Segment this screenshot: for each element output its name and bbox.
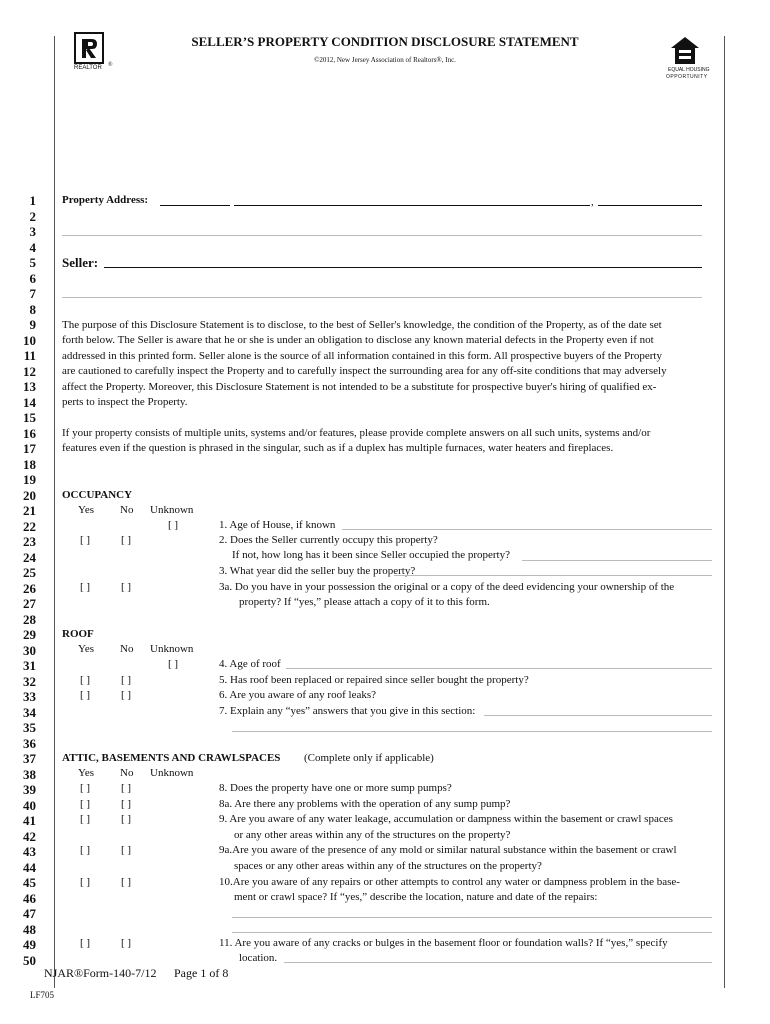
q3-label: 3. What year did the seller buy the property? — [219, 565, 416, 577]
line-number: 2 — [29, 209, 36, 224]
q10-answer-field[interactable] — [232, 917, 712, 918]
q1-label: 1. Age of House, if known — [219, 519, 336, 531]
footer-form-id: NJAR®Form-140-7/12 — [44, 966, 157, 980]
q9a-label: 9a.Are you aware of the presence of any mold or similar natural substance within the basement or crawl — [219, 844, 677, 856]
property-address-label: Property Address: — [62, 194, 149, 206]
q9-yes-checkbox[interactable]: [ ] — [80, 813, 91, 825]
q2b-label: If not, how long has it been since Seller occupied the property? — [232, 549, 510, 561]
q3a-label-cont: property? If “yes,” please attach a copy of it to this form. — [239, 596, 490, 608]
property-address-street-field[interactable] — [234, 205, 590, 206]
line-number: 13 — [23, 379, 36, 394]
line-number: 20 — [23, 488, 36, 503]
line-number: 47 — [23, 906, 36, 921]
intro-line: addressed in this printed form. Seller alone is the source of all information contained in this form. All prospective buyers of the Property — [62, 350, 662, 362]
line-number: 11 — [23, 348, 36, 363]
line-number: 28 — [23, 612, 36, 627]
q11-label-cont: location. — [239, 952, 278, 964]
intro-line: features even if the question is phrased in the singular, such as if a duplex has multiple furnaces, water heaters and fireplaces. — [62, 442, 614, 454]
realtor-logo-text: REALTOR — [74, 65, 102, 71]
line-number: 22 — [23, 519, 36, 534]
q9-no-checkbox[interactable]: [ ] — [121, 813, 132, 825]
line-number: 15 — [23, 410, 36, 425]
q6-yes-checkbox[interactable]: [ ] — [80, 689, 91, 701]
line-number: 9 — [29, 317, 36, 332]
yes-column-header: Yes — [78, 767, 95, 779]
q9-label-cont: or any other areas within any of the structures on the property? — [234, 829, 511, 841]
q8-yes-checkbox[interactable]: [ ] — [80, 782, 91, 794]
seller-name-line-2-field[interactable] — [62, 297, 702, 298]
property-address-number-field[interactable] — [160, 205, 230, 206]
q7-label: 7. Explain any “yes” answers that you give in this section: — [219, 705, 476, 717]
line-number: 7 — [29, 286, 36, 301]
intro-line: forth below. The Seller is aware that he or she is under an obligation to disclose any known material defects in the Property even if not — [62, 334, 654, 346]
q2-label: 2. Does the Seller currently occupy this property? — [219, 534, 438, 546]
line-number: 46 — [23, 891, 36, 906]
q3a-yes-checkbox[interactable]: [ ] — [80, 581, 91, 593]
q10-no-checkbox[interactable]: [ ] — [121, 876, 132, 888]
q10-label: 10.Are you aware of any repairs or other attempts to control any water or dampness problem in the base- — [219, 876, 680, 888]
q11-yes-checkbox[interactable]: [ ] — [80, 937, 91, 949]
q1-answer-field[interactable] — [342, 529, 712, 530]
line-number: 1 — [29, 193, 36, 208]
line-number: 34 — [23, 705, 36, 720]
yes-column-header: Yes — [78, 504, 95, 516]
no-column-header: No — [120, 643, 134, 655]
yes-column-header: Yes — [78, 643, 95, 655]
q6-label: 6. Are you aware of any roof leaks? — [219, 689, 376, 701]
q9a-no-checkbox[interactable]: [ ] — [121, 844, 132, 856]
q5-yes-checkbox[interactable]: [ ] — [80, 674, 91, 686]
q10-answer-field-2[interactable] — [232, 932, 712, 933]
line-number: 50 — [23, 953, 36, 968]
line-number: 40 — [23, 798, 36, 813]
unknown-column-header: Unknown — [150, 504, 194, 516]
line-number: 42 — [23, 829, 36, 844]
roof-heading: ROOF — [62, 628, 94, 640]
line-number: 43 — [23, 844, 36, 859]
line-number: 6 — [29, 271, 36, 286]
q8a-yes-checkbox[interactable]: [ ] — [80, 798, 91, 810]
line-number: 36 — [23, 736, 36, 751]
attic-heading: ATTIC, BASEMENTS AND CRAWLSPACES — [62, 752, 281, 764]
no-column-header: No — [120, 504, 134, 516]
occupancy-heading: OCCUPANCY — [62, 489, 133, 501]
q9a-yes-checkbox[interactable]: [ ] — [80, 844, 91, 856]
q10-yes-checkbox[interactable]: [ ] — [80, 876, 91, 888]
line-number: 45 — [23, 875, 36, 890]
line-number: 39 — [23, 782, 36, 797]
q11-no-checkbox[interactable]: [ ] — [121, 937, 132, 949]
footer-code: LF705 — [30, 990, 55, 1000]
line-number: 32 — [23, 674, 36, 689]
line-number: 10 — [23, 333, 36, 348]
line-number: 4 — [29, 240, 36, 255]
intro-line: are cautioned to carefully inspect the Property and to carefully inspect the surrounding area for any off-site conditions that may adversely — [62, 365, 667, 377]
line-number: 33 — [23, 689, 36, 704]
line-number: 38 — [23, 767, 36, 782]
line-number: 44 — [23, 860, 36, 875]
q3a-no-checkbox[interactable]: [ ] — [121, 581, 132, 593]
q11-label: 11. Are you aware of any cracks or bulges in the basement floor or foundation walls? If “yes,” specify — [219, 937, 668, 949]
line-number: 3 — [29, 224, 36, 239]
equal-housing-text-2: OPPORTUNITY — [666, 74, 708, 80]
line-number: 31 — [23, 658, 36, 673]
q5-no-checkbox[interactable]: [ ] — [121, 674, 132, 686]
line-number: 12 — [23, 364, 36, 379]
q2-no-checkbox[interactable]: [ ] — [121, 534, 132, 546]
line-number: 23 — [23, 534, 36, 549]
q3-answer-field[interactable] — [394, 575, 712, 576]
unknown-column-header: Unknown — [150, 767, 194, 779]
line-number: 24 — [23, 550, 36, 565]
realtor-reg-mark: ® — [108, 62, 113, 68]
q8a-no-checkbox[interactable]: [ ] — [121, 798, 132, 810]
page-title: SELLER’S PROPERTY CONDITION DISCLOSURE STATEMENT — [191, 34, 579, 49]
property-address-city-field[interactable] — [598, 205, 702, 206]
line-number: 21 — [23, 503, 36, 518]
unknown-column-header: Unknown — [150, 643, 194, 655]
q5-label: 5. Has roof been replaced or repaired since seller bought the property? — [219, 674, 529, 686]
q4-unknown-checkbox[interactable]: [ ] — [168, 658, 179, 670]
line-number: 17 — [23, 441, 36, 456]
seller-label: Seller: — [62, 255, 99, 270]
q8-no-checkbox[interactable]: [ ] — [121, 782, 132, 794]
q2-yes-checkbox[interactable]: [ ] — [80, 534, 91, 546]
line-number: 41 — [23, 813, 36, 828]
left-margin-rule — [54, 36, 55, 988]
line-number: 19 — [23, 472, 36, 487]
intro-line: The purpose of this Disclosure Statement is to disclose, to the best of Seller's knowledge, the condition of the Property, as of the date set — [62, 319, 662, 331]
line-number: 37 — [23, 751, 36, 766]
line-number: 26 — [23, 581, 36, 596]
q3a-label: 3a. Do you have in your possession the original or a copy of the deed evidencing your ownership of the — [219, 581, 675, 593]
no-column-header: No — [120, 767, 134, 779]
intro-line: If your property consists of multiple units, systems and/or features, please provide complete answers on all such units, systems and/or — [62, 427, 651, 439]
q4-answer-field[interactable] — [286, 668, 712, 669]
line-number: 18 — [23, 457, 36, 472]
line-number: 16 — [23, 426, 36, 441]
seller-name-field[interactable] — [104, 267, 702, 268]
copyright: ©2012, New Jersey Association of Realtors®, Inc. — [314, 56, 456, 64]
q8a-label: 8a. Are there any problems with the operation of any sump pump? — [219, 798, 511, 810]
line-number: 49 — [23, 937, 36, 952]
line-number: 35 — [23, 720, 36, 735]
footer-page-number: Page 1 of 8 — [174, 966, 229, 980]
attic-note: (Complete only if applicable) — [304, 752, 434, 764]
q7-answer-field[interactable] — [484, 715, 712, 716]
q9a-label-cont: spaces or any other areas within any of the structures on the property? — [234, 860, 542, 872]
q11-answer-field[interactable] — [284, 962, 712, 963]
line-number: 29 — [23, 627, 36, 642]
line-number: 27 — [23, 596, 36, 611]
line-number: 48 — [23, 922, 36, 937]
line-number: 14 — [23, 395, 36, 410]
line-number: 30 — [23, 643, 36, 658]
property-address-comma: , — [591, 196, 594, 208]
q9-label: 9. Are you aware of any water leakage, accumulation or dampness within the basement or crawl spaces — [219, 813, 673, 825]
q6-no-checkbox[interactable]: [ ] — [121, 689, 132, 701]
line-number: 8 — [29, 302, 36, 317]
right-margin-rule — [724, 36, 725, 988]
q1-unknown-checkbox[interactable]: [ ] — [168, 519, 179, 531]
line-number: 5 — [29, 255, 36, 270]
property-address-line-2-field[interactable] — [62, 235, 702, 236]
intro-line: perts to inspect the Property. — [62, 396, 188, 408]
line-number: 25 — [23, 565, 36, 580]
q2b-answer-field[interactable] — [522, 560, 712, 561]
intro-line: affect the Property. Moreover, this Disclosure Statement is not intended to be a substitute for prospective buyer's hiring of qualified ex- — [62, 381, 657, 393]
equal-housing-text-1: EQUAL HOUSING — [668, 67, 710, 73]
q8-label: 8. Does the property have one or more sump pumps? — [219, 782, 452, 794]
q7-answer-field-2[interactable] — [232, 731, 712, 732]
q10-label-cont: ment or crawl space? If “yes,” describe the location, nature and date of the repairs: — [234, 891, 598, 903]
q4-label: 4. Age of roof — [219, 658, 281, 670]
